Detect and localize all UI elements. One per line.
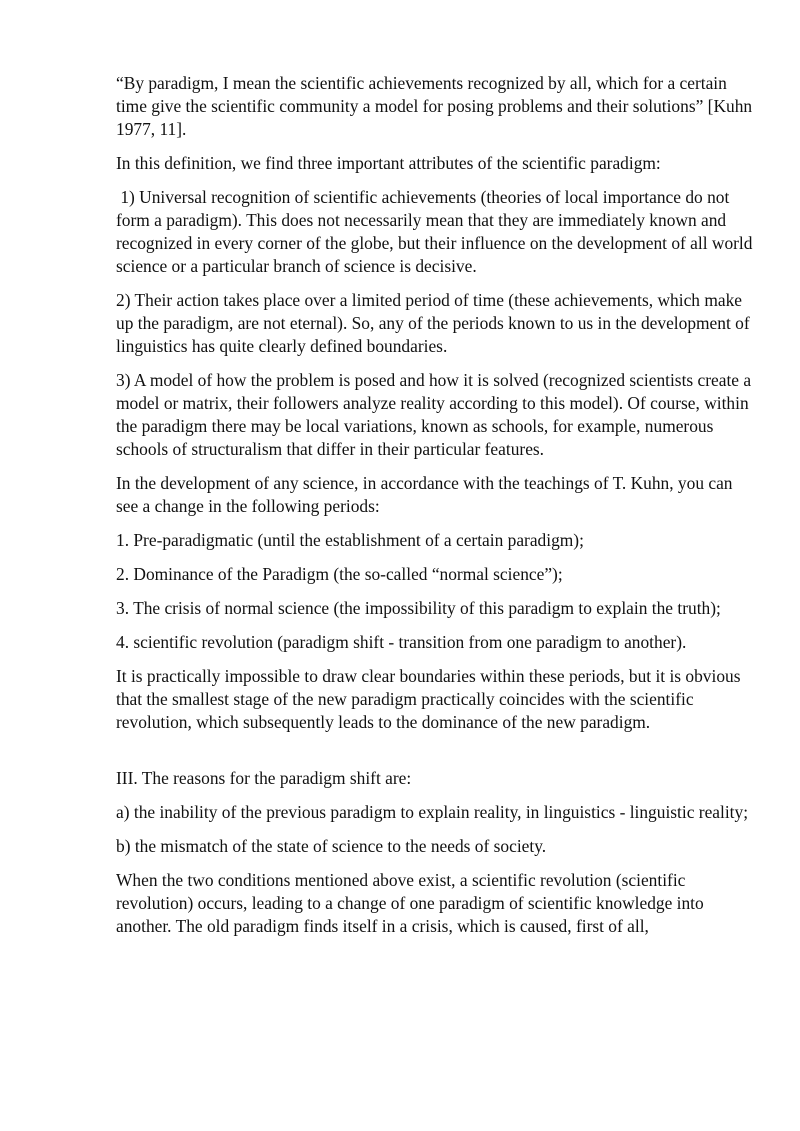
reason-a-item: a) the inability of the previous paradigm to explain reality, in linguistics - linguistic reality; — [116, 802, 749, 822]
revolution-paragraph: When the two conditions mentioned above exist, a scientific revolution (scientific revolution) occurs, leading to a change of one paradigm of scientific knowledge into another. The old paradigm finds itself in a crisis, which is caused, first of all, — [116, 870, 704, 936]
period-1-item: 1. Pre-paradigmatic (until the establishment of a certain paradigm); — [116, 530, 584, 550]
kuhn-quote-paragraph: “By paradigm, I mean the scientific achievements recognized by all, which for a certain time give the scientific community a model for posing problems and their solutions” [Kuhn 1977, 11]. — [116, 73, 753, 139]
period-2-item: 2. Dominance of the Paradigm (the so-called “normal science”); — [116, 564, 563, 584]
reason-b-item: b) the mismatch of the state of science to the needs of society. — [116, 836, 547, 856]
period-4-item: 4. scientific revolution (paradigm shift - transition from one paradigm to another). — [116, 632, 687, 652]
section-iii-heading: III. The reasons for the paradigm shift are: — [116, 768, 412, 788]
periods-intro-paragraph: In the development of any science, in accordance with the teachings of T. Kuhn, you can see a change in the following periods: — [116, 473, 733, 516]
attribute-3-paragraph: 3) A model of how the problem is posed and how it is solved (recognized scientists create a model or matrix, their followers analyze reality according to this model). Of course, within the paradigm there may be local variations, known as schools, for example, numerous schools of structuralism that differ in their particular features. — [116, 370, 752, 459]
boundaries-paragraph: It is practically impossible to draw clear boundaries within these periods, but it is obvious that the smallest stage of the new paradigm practically coincides with the scientific revolution, which subsequently leads to the dominance of the new paradigm. — [116, 666, 741, 732]
attributes-intro-paragraph: In this definition, we find three important attributes of the scientific paradigm: — [116, 153, 661, 173]
section-spacer — [116, 745, 756, 767]
period-3-item: 3. The crisis of normal science (the impossibility of this paradigm to explain the truth); — [116, 598, 721, 618]
attribute-1-paragraph: 1) Universal recognition of scientific achievements (theories of local importance do not form a paradigm). This does not necessarily mean that they are immediately known and recognized in every corner of the globe, but their influence on the development of all world science or a particular branch of science is decisive. — [116, 187, 753, 276]
document-page — [116, 72, 756, 949]
attribute-2-paragraph: 2) Their action takes place over a limited period of time (these achievements, which make up the paradigm, are not eternal). So, any of the periods known to us in the development of linguistics has quite clearly defined boundaries. — [116, 290, 750, 356]
